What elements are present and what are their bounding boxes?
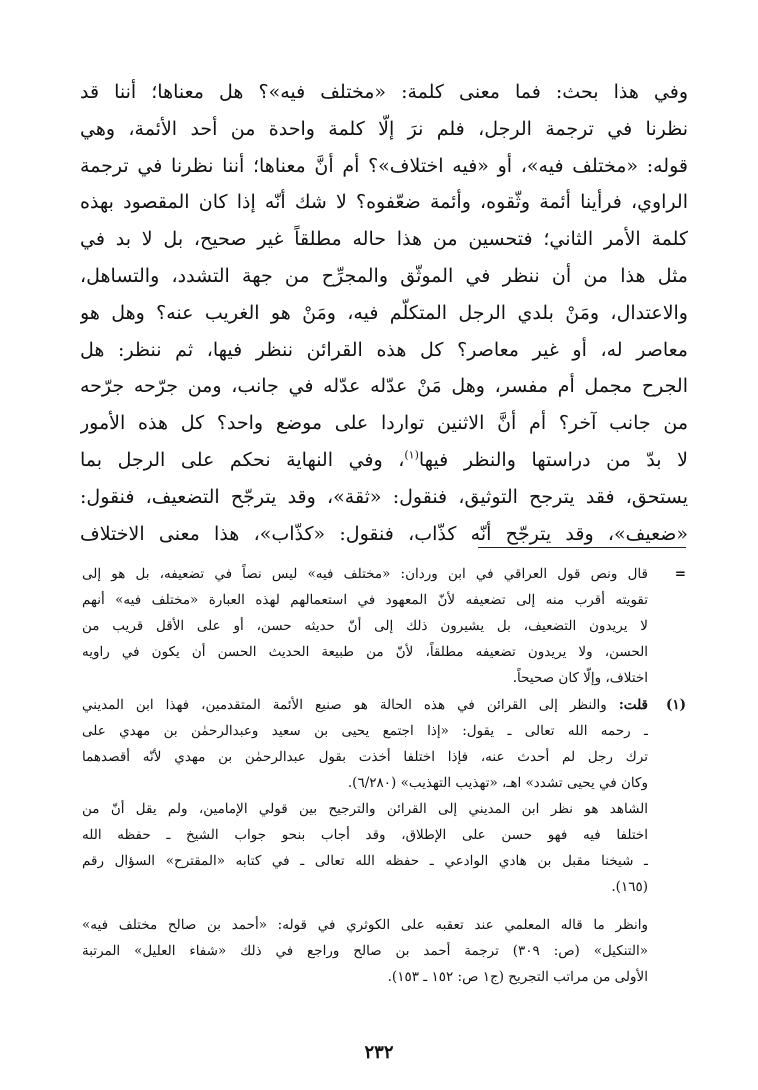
footnote-line: الحسن، ولا يريدون تضعيفه مطلقاً، لأنّ من طبيعة الحديث الحسن أن يكون في راويه [82, 644, 648, 660]
footnote-line: اختلاف، وإلّا كان صحيحاً. [512, 670, 648, 686]
main-line-6: مثل هذا من أن ننظر في الموثّق والمجرِّح من جهة التشدد، والتساهل، [80, 264, 688, 287]
main-line-11-end: ، وفي النهاية نحكم على الرجل بما [80, 448, 405, 471]
main-line-3: قوله: «مختلف فيه»، أو «فيه اختلاف»؟ أم أنَّ معناها؛ أننا نظرنا في ترجمة [80, 154, 688, 177]
footnote-line [82, 692, 648, 718]
footnote-line: ترك رجل لم أحدث عنه، فإذا اختلفا أخذت بقول عبدالرحمٰن بن مهدي لأنّه أقصدهما [82, 749, 648, 765]
main-line-12: يستحق، فقد يترجح التوثيق، فنقول: «ثقة»، وقد يترجّح التضعيف، فنقول: [80, 485, 688, 508]
footnote-1-first-line: والنظر إلى القرائن في هذه الحالة هو صنيع الأئمة المتقدمين، فهذا ابن المديني [82, 697, 607, 713]
footnote-continuation [82, 561, 686, 691]
main-line-8: معاصر له، أو غير معاصر؟ كل هذه القرائن ننظر فيها، ثم ننظر: هل [80, 338, 688, 361]
continuation-mark: = [674, 566, 686, 582]
main-line-9: الجرح مجمل أم مفسر، وهل مَنْ عدّله عدّله في جانب، ومن جرّحه جرّحه [80, 375, 688, 398]
footnote-line: ـ شيخنا مقبل بن هادي الوادعي ـ حفظه الله تعالى ـ في كتابه «المقترح» السؤال رقم [82, 853, 648, 869]
main-line-2: نظرنا في ترجمة الرجل، فلم نرَ إلّا كلمة واحدة من أحد الأئمة، وهي [80, 117, 688, 140]
main-line-13: «ضعيف»، وقد يترجّح أنّه كذّاب، فنقول: «كذّاب»، هذا معنى الاختلاف [80, 522, 688, 545]
footnote-1-continued [82, 912, 686, 990]
footnote-line: وانظر ما قاله المعلمي عند تعقبه على الكوثري في قوله: «أحمد بن صالح مختلف فيه» [82, 917, 648, 933]
main-line-10: من جانب آخر؟ أم أنَّ الاثنين تواردا على موضع واحد؟ كل هذه الأمور [80, 412, 688, 435]
main-line-1: وفي هذا بحث: فما معنى كلمة: «مختلف فيه»؟ هل معناها؛ أننا قد [80, 81, 688, 103]
footnote-1-label: قلت: [618, 697, 648, 713]
footnote-line: تقويته أقرب منه إلى تضعيفه لأنّ المعهود في استعمالهم لهذه العبارة «مختلف فيه» أنهم [82, 592, 648, 608]
main-line-7: والاعتدال، ومَنْ بلدي الرجل المتكلّم فيه، ومَنْ هو الغريب عنه؟ وهل هو [80, 301, 688, 324]
footnote-line: ـ رحمه الله تعالى ـ يقول: «إذا اجتمع يحيى بن سعيد وعبدالرحمٰن بن مهدي على [82, 723, 648, 739]
main-line-11-start: لا بدّ من دراستها والنظر فيها [418, 448, 688, 471]
footnote-ref-1[interactable]: (١) [404, 448, 419, 462]
page-number: ٢٣٢ [364, 1042, 394, 1063]
main-line-4: الراوي، فرأينا أئمة وثّقوه، وأئمة ضعّفوه؟ لا شك أنّه إذا كان المقصود بهذه [80, 191, 688, 214]
footnote-line: قال ونص قول العراقي في ابن وردان: «مختلف فيه» ليس نصاً في تضعيفه، بل هو إلى [82, 566, 648, 582]
footnote-divider [478, 547, 686, 548]
main-line-11 [80, 442, 688, 479]
main-text [80, 74, 688, 552]
main-line-5: كلمة الأمر الثاني؛ فتحسين من هذا حاله مطلقاً غير صحيح، بل لا بد في [80, 228, 688, 251]
footnote-1 [82, 692, 686, 900]
footnote-line: الأولى من مراتب التجريح (ج١ ص: ١٥٢ ـ ١٥٣). [387, 969, 648, 985]
footnote-line: (١٦٥). [611, 879, 648, 895]
footnote-line: «التنكيل» (ص: ٣٠٩) ترجمة أحمد بن صالح وراجع في ذلك «شفاء العليل» المرتبة [82, 943, 648, 959]
footnote-1-mark: (١) [665, 697, 686, 713]
footnote-line: وكان في يحيى تشدد» اهـ، «تهذيب التهذيب» (٦/٢٨٠). [347, 775, 648, 791]
footnote-line: الشاهد هو نظر ابن المديني إلى القرائن والترجيح بين قولي الإمامين، ولم يقل أنّ من [82, 801, 648, 817]
footnote-line: لا يريدون التضعيف، بل يشيرون ذلك إلى أنّ حديثه حسن، أو على الأقل قريب من [82, 618, 648, 634]
footnote-line: اختلفا فيه فهو حسن على الإطلاق، وقد أجاب بنحو جواب الشيخ ـ حفظه الله [82, 827, 648, 843]
